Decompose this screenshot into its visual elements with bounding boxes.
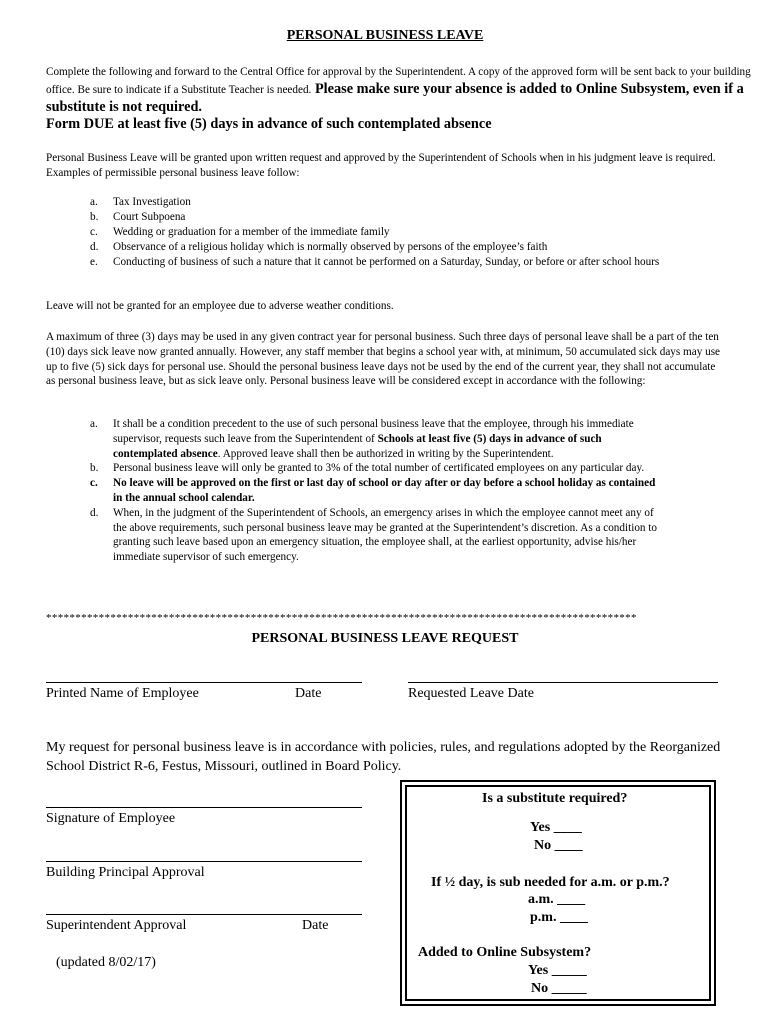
online-subsystem-no[interactable]: No _____ — [531, 981, 587, 996]
condition-a-text-end: . Approved leave shall then be authorized in writing by the Superintendent. — [217, 447, 554, 460]
principal-approval-line[interactable] — [46, 861, 362, 862]
list-marker: a. — [90, 418, 98, 430]
printed-name-line[interactable] — [46, 682, 362, 683]
condition-b-text: Personal business leave will only be granted to 3% of the total number of certificated employees on any particular day. — [113, 462, 645, 475]
list-item — [90, 417, 660, 461]
date-label: Date — [295, 686, 322, 701]
list-item-text: Wedding or graduation for a member of the immediate family — [113, 226, 390, 238]
list-item — [90, 461, 660, 476]
weather-paragraph: Leave will not be granted for an employee due to adverse weather conditions. — [46, 300, 394, 312]
list-item-text: Observance of a religious holiday which is normally observed by persons of the employee’s faith — [113, 241, 548, 253]
intro-online-notice: Please make sure your absence is added to Online Subsystem, even if a substitute is not required. — [46, 81, 744, 115]
list-marker: d. — [90, 506, 99, 519]
list-marker: d. — [90, 241, 99, 253]
list-item-text: Conducting of business of such a nature that it cannot be performed on a Saturday, Sunday, or before or after school hours — [113, 256, 660, 268]
intro-paragraph — [46, 64, 762, 117]
requested-date-line[interactable] — [408, 682, 718, 683]
list-item — [90, 225, 710, 240]
list-item — [90, 255, 710, 270]
maximum-paragraph: A maximum of three (3) days may be used in any given contract year for personal business. Such three days of personal leave shall be a part of the ten (10) days sick leave now granted annually. However, any staff member that begins a school year with, at minimum, 50 accumulated sick days may use up to five (5) sick days for personal use. Should the personal business leave days not be used by the end of the current year, they shall not accumulate as personal business leave, but as sick leave only. Personal business leave will be considered except in accordance with the following: — [46, 331, 721, 388]
request-statement: My request for personal business leave is in accordance with policies, rules, and regulations adopted by the Reorganized School District R-6, Festus, Missouri, outlined in Board Policy. — [46, 740, 721, 774]
half-day-pm[interactable]: p.m. ____ — [530, 910, 588, 925]
list-item-text: Court Subpoena — [113, 211, 186, 223]
intro-text: Complete the following and forward to the Central Office for approval by the Superintendent. A copy of the approved form will be sent back to your building office. Be sure to indicate if a Substitute Teacher is needed. — [46, 66, 751, 96]
list-item — [90, 195, 710, 210]
list-item — [90, 240, 710, 255]
intro-due-notice: Form DUE at least five (5) days in advance of such contemplated absence — [46, 116, 492, 132]
granted-paragraph: Personal Business Leave will be granted upon written request and approved by the Superintendent of Schools when in his judgment leave is required. Examples of permissible personal business leave follow: — [46, 152, 716, 179]
list-marker: c. — [90, 477, 98, 490]
condition-c-text: No leave will be approved on the first or last day of school or day after or day before a school holiday as contained in the annual school calendar. — [113, 477, 656, 504]
list-item — [90, 506, 660, 565]
online-subsystem-yes[interactable]: Yes _____ — [528, 963, 587, 978]
examples-list — [90, 195, 710, 270]
list-item-text: Tax Investigation — [113, 196, 191, 208]
list-marker: b. — [90, 462, 99, 475]
request-title: PERSONAL BUSINESS LEAVE REQUEST — [251, 631, 519, 646]
printed-name-label: Printed Name of Employee — [46, 686, 199, 701]
signature-label: Signature of Employee — [46, 811, 176, 826]
condition-a-bold: Schools at least five (5) days in advance of such contemplated absence — [113, 432, 602, 460]
list-item — [90, 210, 710, 225]
list-marker: c. — [90, 226, 98, 238]
online-subsystem-question: Added to Online Subsystem? — [418, 945, 592, 960]
list-marker: a. — [90, 196, 98, 208]
superintendent-approval-label: Superintendent Approval — [46, 918, 187, 933]
substitute-question: Is a substitute required? — [482, 791, 628, 806]
list-marker: e. — [90, 256, 98, 268]
condition-d-text: When, in the judgment of the Superintendent of Schools, an emergency arises in which the employee cannot meet any of the above requirements, such personal business leave may be granted at the Superintendent’s discretion. As a condition to granting such leave based upon an emergency situation, the employee shall, at the earliest opportunity, advise his/her immediate supervisor of such emergency. — [113, 506, 658, 564]
updated-note: (updated 8/02/17) — [56, 955, 156, 970]
separator: ***************************************************************************************************** — [46, 612, 637, 624]
list-marker: b. — [90, 211, 99, 223]
substitute-yes[interactable]: Yes ____ — [530, 820, 582, 835]
half-day-question: If ½ day, is sub needed for a.m. or p.m.? — [431, 875, 670, 890]
list-item — [90, 476, 660, 506]
superintendent-date-label: Date — [302, 918, 329, 933]
condition-a-text: It shall be a condition precedent to the use of such personal business leave that the employee, through his immediate supervisor, requests such leave from the Superintendent of — [113, 418, 634, 445]
form-title: PERSONAL BUSINESS LEAVE — [286, 28, 484, 43]
signature-line[interactable] — [46, 807, 362, 808]
conditions-list — [90, 417, 660, 565]
half-day-am[interactable]: a.m. ____ — [528, 892, 586, 907]
superintendent-approval-line[interactable] — [46, 914, 362, 915]
requested-date-label: Requested Leave Date — [408, 686, 534, 701]
principal-approval-label: Building Principal Approval — [46, 865, 205, 880]
substitute-no[interactable]: No ____ — [534, 838, 583, 853]
